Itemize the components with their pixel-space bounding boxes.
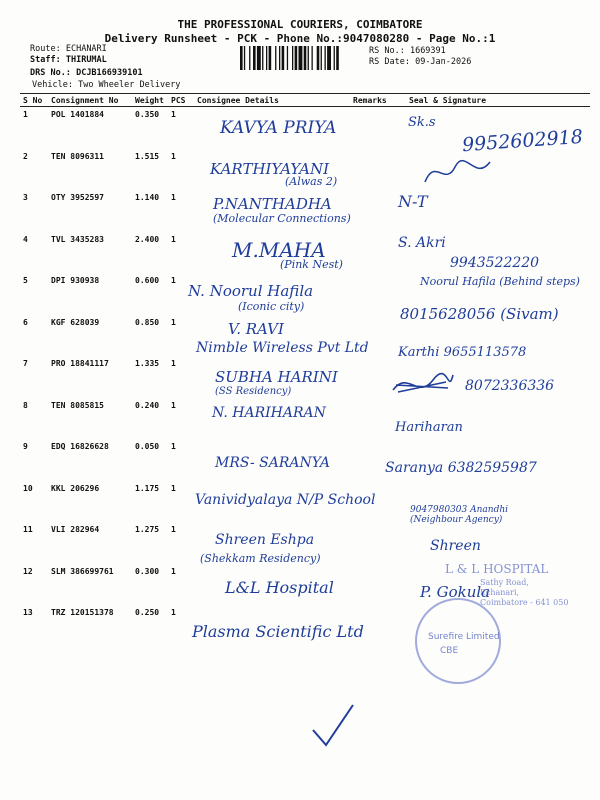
row-weight: 1.335 bbox=[135, 359, 160, 368]
hw-name-3b: (Molecular Connections) bbox=[213, 212, 351, 225]
row-remarks bbox=[350, 149, 406, 191]
row-sno: 7 bbox=[23, 359, 28, 368]
col-consignee: Consignee Details bbox=[194, 94, 350, 107]
row-consignment: OTY 3952597 bbox=[51, 193, 104, 202]
vehicle-value: Two Wheeler Delivery bbox=[78, 80, 181, 90]
hw-sig-2 bbox=[420, 152, 500, 192]
hw-sig-9: Hariharan bbox=[395, 420, 463, 435]
hw-name-3: P.NANTHADHA bbox=[213, 195, 332, 213]
hw-sig-7: Karthi 9655113578 bbox=[398, 345, 527, 360]
runsheet-subtitle: Delivery Runsheet - PCK - Phone No.:9047080280 - Page No.:1 bbox=[104, 32, 496, 45]
hw-sig-12: Shreen bbox=[430, 538, 481, 554]
row-weight: 0.300 bbox=[135, 566, 160, 576]
hw-name-13: L&L Hospital bbox=[225, 578, 334, 597]
hw-name-5: N. Noorul Hafila bbox=[188, 282, 314, 300]
row-weight: 0.050 bbox=[135, 442, 160, 451]
row-pcs: 1 bbox=[171, 566, 176, 576]
row-sno: 4 bbox=[23, 234, 28, 244]
rs-no-line bbox=[369, 46, 471, 57]
row-pcs: 1 bbox=[171, 276, 176, 285]
hw-phone-1: 9952602918 bbox=[461, 125, 584, 157]
hw-name-12b: (Shekkam Residency) bbox=[200, 552, 321, 565]
staff-label: Staff: bbox=[30, 55, 61, 65]
row-pcs: 1 bbox=[171, 193, 176, 202]
row-sno: 10 bbox=[23, 483, 33, 493]
row-consignment: DPI 930938 bbox=[51, 276, 100, 285]
col-consignment: Consignment No bbox=[48, 94, 132, 107]
hw-sig-10: Saranya 6382595987 bbox=[385, 460, 537, 476]
stamp-line-1: Sathy Road, bbox=[480, 578, 529, 587]
row-consignment: KKL 206296 bbox=[51, 483, 100, 493]
staff-line bbox=[30, 55, 107, 65]
hw-name-1: KAVYA PRIYA bbox=[220, 118, 337, 138]
rs-no-value: 1669391 bbox=[409, 46, 446, 56]
row-weight: 0.240 bbox=[135, 400, 160, 410]
hw-name-2: KARTHIYAYANI bbox=[210, 160, 330, 178]
row-sno: 6 bbox=[23, 317, 28, 327]
route-line bbox=[30, 44, 107, 54]
hw-name-9: N. HARIHARAN bbox=[212, 405, 326, 421]
drs-line bbox=[30, 68, 143, 78]
row-weight: 0.850 bbox=[135, 317, 160, 327]
row-pcs: 1 bbox=[171, 234, 176, 244]
hw-phone-8: 8072336336 bbox=[465, 378, 555, 394]
hospital-stamp-title: L & L HOSPITAL bbox=[445, 562, 549, 576]
row-pcs: 1 bbox=[171, 400, 176, 410]
row-consignment: TRZ 120151378 bbox=[51, 608, 114, 617]
vehicle-line bbox=[32, 80, 180, 90]
row-pcs: 1 bbox=[171, 483, 176, 493]
row-consignment: TEN 8096311 bbox=[51, 151, 104, 161]
row-pcs: 1 bbox=[171, 151, 176, 161]
hw-name-4: M.MAHA bbox=[232, 238, 326, 262]
row-weight: 1.275 bbox=[135, 525, 160, 534]
row-remarks bbox=[350, 273, 406, 315]
row-sno: 9 bbox=[23, 442, 28, 451]
rs-date-line bbox=[369, 57, 471, 68]
hw-name-10: MRS- SARANYA bbox=[215, 455, 331, 471]
hw-name-11: Vanividyalaya N/P School bbox=[195, 492, 376, 508]
row-sno: 5 bbox=[23, 276, 28, 285]
row-consignment: TVL 3435283 bbox=[51, 234, 104, 244]
hw-sig-4: S. Akri bbox=[398, 235, 446, 251]
hw-sig-1: Sk.s bbox=[408, 115, 436, 130]
row-weight: 0.250 bbox=[135, 608, 160, 617]
row-sno: 2 bbox=[23, 151, 28, 161]
route-label: Route: bbox=[30, 44, 61, 54]
row-sno: 12 bbox=[23, 566, 33, 576]
row-consignment: POL 1401884 bbox=[51, 110, 104, 119]
row-sno: 11 bbox=[23, 525, 33, 534]
row-pcs: 1 bbox=[171, 442, 176, 451]
hw-phone-6: 8015628056 (Sivam) bbox=[400, 305, 559, 323]
rs-date-label: RS Date: bbox=[369, 57, 410, 67]
hw-name-12: Shreen Eshpa bbox=[215, 532, 315, 548]
row-consignment: SLM 386699761 bbox=[51, 566, 114, 576]
company-title: THE PROFESSIONAL COURIERS, COIMBATORE bbox=[177, 18, 423, 31]
col-weight: Weight bbox=[132, 94, 168, 107]
col-sno: S No bbox=[20, 94, 48, 107]
row-weight: 0.600 bbox=[135, 276, 160, 285]
row-weight: 1.140 bbox=[135, 193, 160, 202]
row-pcs: 1 bbox=[171, 525, 176, 534]
row-weight: 1.175 bbox=[135, 483, 160, 493]
row-sno: 13 bbox=[23, 608, 33, 617]
hw-sig-5: Noorul Hafila (Behind steps) bbox=[420, 275, 580, 288]
row-sno: 8 bbox=[23, 400, 28, 410]
row-consignment: KGF 628039 bbox=[51, 317, 100, 327]
row-consignment: VLI 282964 bbox=[51, 525, 100, 534]
row-weight: 1.515 bbox=[135, 151, 160, 161]
row-consignment: EDQ 16826628 bbox=[51, 442, 109, 451]
hw-name-6: V. RAVI bbox=[228, 320, 284, 338]
row-pcs: 1 bbox=[171, 110, 176, 119]
row-pcs: 1 bbox=[171, 608, 176, 617]
checkmark-icon bbox=[308, 700, 358, 750]
row-remarks bbox=[350, 522, 406, 564]
staff-value: THIRUMAL bbox=[65, 55, 107, 65]
hw-sig-11: 9047980303 Anandhi (Neighbour Agency) bbox=[410, 505, 509, 525]
row-sno: 1 bbox=[23, 110, 28, 119]
hw-name-14: Plasma Scientific Ltd bbox=[192, 622, 364, 641]
row-pcs: 1 bbox=[171, 359, 176, 368]
row-weight: 0.350 bbox=[135, 110, 160, 119]
hw-name-8: SUBHA HARINI bbox=[215, 368, 338, 386]
row-consignment: PRO 18841117 bbox=[51, 359, 109, 368]
rs-date-value: 09-Jan-2026 bbox=[415, 57, 472, 67]
hw-name-5b: (Iconic city) bbox=[238, 300, 305, 313]
hospital-stamp-address bbox=[480, 578, 568, 608]
hw-phone-4: 9943522220 bbox=[450, 255, 540, 271]
row-consignment: TEN 8085815 bbox=[51, 400, 104, 410]
hw-sig-3: N-T bbox=[398, 192, 428, 211]
col-pcs: PCS bbox=[168, 94, 194, 107]
row-remarks bbox=[350, 564, 406, 606]
table-header bbox=[20, 94, 590, 107]
rs-info bbox=[369, 46, 471, 68]
rs-no-label: RS No.: bbox=[369, 46, 405, 56]
drs-label: DRS No.: bbox=[30, 68, 71, 78]
route-value: ECHANARI bbox=[65, 44, 107, 54]
col-seal: Seal & Signature bbox=[406, 94, 590, 107]
round-stamp-text-2: CBE bbox=[440, 646, 459, 656]
stamp-line-3: Coimbatore - 641 050 bbox=[480, 598, 569, 607]
hw-name-7: Nimble Wireless Pvt Ltd bbox=[196, 340, 369, 356]
hw-sig-8-scribble bbox=[388, 370, 458, 400]
vehicle-label: Vehicle: bbox=[32, 80, 73, 90]
row-remarks bbox=[350, 107, 406, 149]
hw-name-8b: (SS Residency) bbox=[215, 386, 292, 397]
barcode-graphic bbox=[240, 46, 365, 70]
stamp-line-2: Echanari, bbox=[480, 588, 520, 597]
col-remarks: Remarks bbox=[350, 94, 406, 107]
hw-sig-13: P. Gokula bbox=[420, 583, 491, 601]
row-seal bbox=[406, 190, 590, 232]
row-sno: 3 bbox=[23, 193, 28, 202]
hw-name-4b: (Pink Nest) bbox=[280, 258, 343, 271]
drs-value: DCJB166939101 bbox=[76, 68, 143, 78]
row-weight: 2.400 bbox=[135, 234, 160, 244]
row-pcs: 1 bbox=[171, 317, 176, 327]
hw-name-2b: (Alwas 2) bbox=[285, 175, 338, 188]
round-stamp-text: Surefire Limited bbox=[428, 632, 500, 642]
